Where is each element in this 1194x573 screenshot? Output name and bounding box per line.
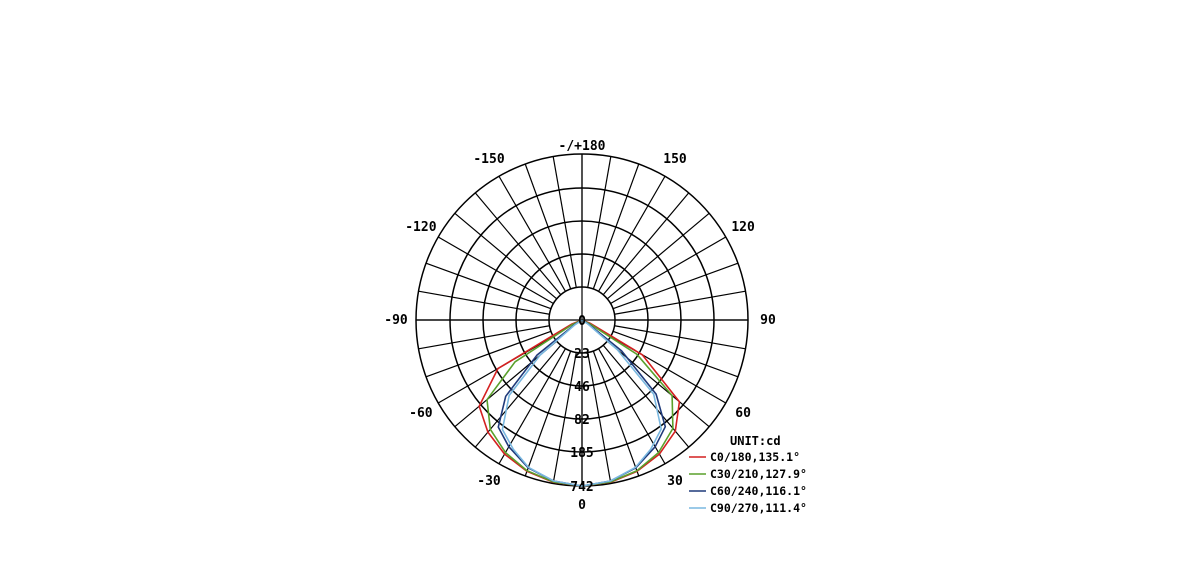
angle-label: 30 (667, 474, 683, 490)
unit-label: UNIT:cd (730, 434, 781, 448)
angle-label: 150 (663, 151, 687, 167)
ring-label: 185 (570, 446, 594, 461)
grid-spoke (525, 164, 570, 289)
angle-label: -/+180 (558, 139, 606, 154)
ring-label: 23 (574, 347, 590, 362)
grid-spoke (593, 351, 638, 476)
angle-label: -90 (384, 313, 408, 328)
grid-spoke (426, 331, 551, 376)
angle-label: 90 (760, 313, 776, 328)
legend-entry: C30/210,127.9° (710, 467, 807, 481)
angle-label: 60 (735, 406, 751, 421)
legend (689, 434, 807, 515)
angle-label: -60 (409, 406, 433, 421)
angle-label: -120 (405, 220, 437, 235)
ring-label: 742 (570, 480, 594, 495)
grid-spoke (613, 331, 738, 376)
grid-spoke (426, 263, 551, 308)
ring-label: 46 (574, 380, 590, 395)
angle-label: -150 (473, 151, 505, 167)
grid-spoke (525, 351, 570, 476)
legend-entry: C90/270,111.4° (710, 501, 807, 515)
angle-label: 0 (578, 498, 586, 513)
legend-entry: C0/180,135.1° (710, 450, 801, 464)
ring-label: 0 (578, 314, 586, 329)
angle-label: -30 (477, 474, 501, 490)
grid-spoke (613, 263, 738, 308)
angle-label: 120 (731, 220, 755, 235)
legend-entry: C60/240,116.1° (710, 484, 807, 498)
ring-label: 82 (574, 413, 590, 428)
grid-spoke (593, 164, 638, 289)
